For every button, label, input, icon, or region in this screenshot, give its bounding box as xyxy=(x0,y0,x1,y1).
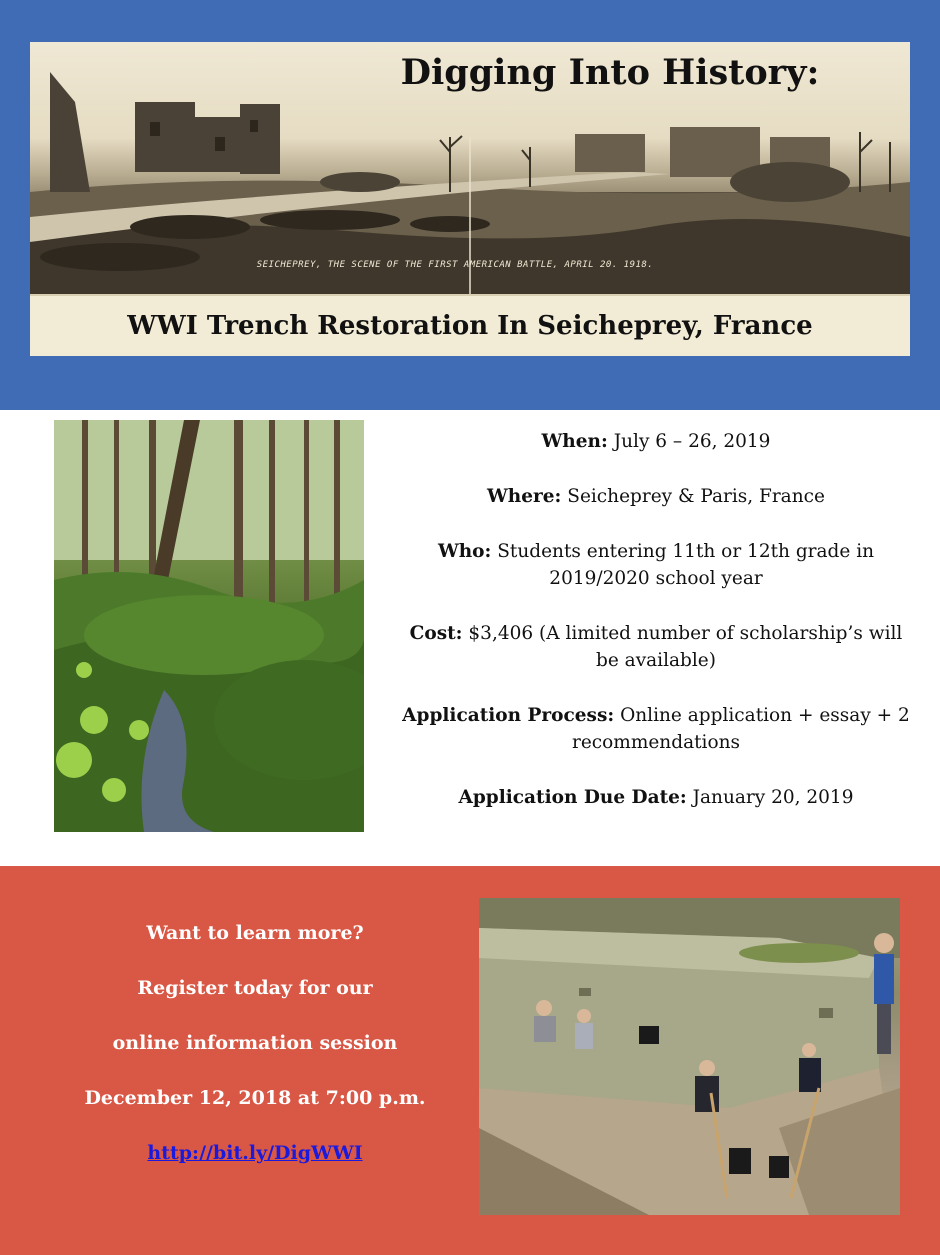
detail-value: Students entering 11th or 12th grade in 2019/2020 school year xyxy=(497,541,875,589)
cta-line-register: Register today for our xyxy=(137,977,373,999)
cta-line-date: December 12, 2018 at 7:00 p.m. xyxy=(84,1087,426,1109)
detail-value: Seicheprey & Paris, France xyxy=(567,486,825,507)
detail-label: Application Due Date: xyxy=(458,787,687,808)
subtitle-bar xyxy=(30,294,910,356)
detail-label: Where: xyxy=(487,486,562,507)
cta-line-session: online information session xyxy=(112,1032,398,1054)
detail-value: $3,406 (A limited number of scholarship’s will be available) xyxy=(468,623,903,671)
trip-details xyxy=(402,428,910,839)
detail-due-date xyxy=(402,784,910,811)
cta-link-line xyxy=(40,1140,470,1166)
detail-cost xyxy=(402,620,910,674)
detail-application-process xyxy=(402,702,910,756)
registration-link[interactable]: http://bit.ly/DigWWI xyxy=(147,1142,363,1164)
cta-line-question: Want to learn more? xyxy=(146,922,364,944)
page-subtitle: WWI Trench Restoration In Seicheprey, France xyxy=(127,311,813,341)
detail-value: Online application + essay + 2 recommendations xyxy=(571,705,910,753)
detail-label: When: xyxy=(541,431,608,452)
detail-where xyxy=(402,483,910,510)
info-session-callout xyxy=(40,920,470,1195)
detail-value: January 20, 2019 xyxy=(692,787,854,808)
header-band xyxy=(0,0,940,410)
forest-illustration xyxy=(54,420,364,832)
detail-value: July 6 – 26, 2019 xyxy=(613,431,771,452)
forest-trench-photo xyxy=(54,420,364,832)
detail-when xyxy=(402,428,910,455)
seicheprey-ruins-photo xyxy=(30,42,910,294)
detail-label: Application Process: xyxy=(402,705,615,726)
detail-label: Who: xyxy=(437,541,492,562)
detail-label: Cost: xyxy=(409,623,463,644)
detail-who xyxy=(402,538,910,592)
photo-caption: SEICHEPREY, THE SCENE OF THE FIRST AMERICAN BATTLE, APRIL 20. 1918. xyxy=(256,260,654,270)
students-digging-photo xyxy=(479,898,900,1215)
dig-illustration xyxy=(479,898,900,1215)
page-title: Digging Into History: xyxy=(400,52,820,93)
